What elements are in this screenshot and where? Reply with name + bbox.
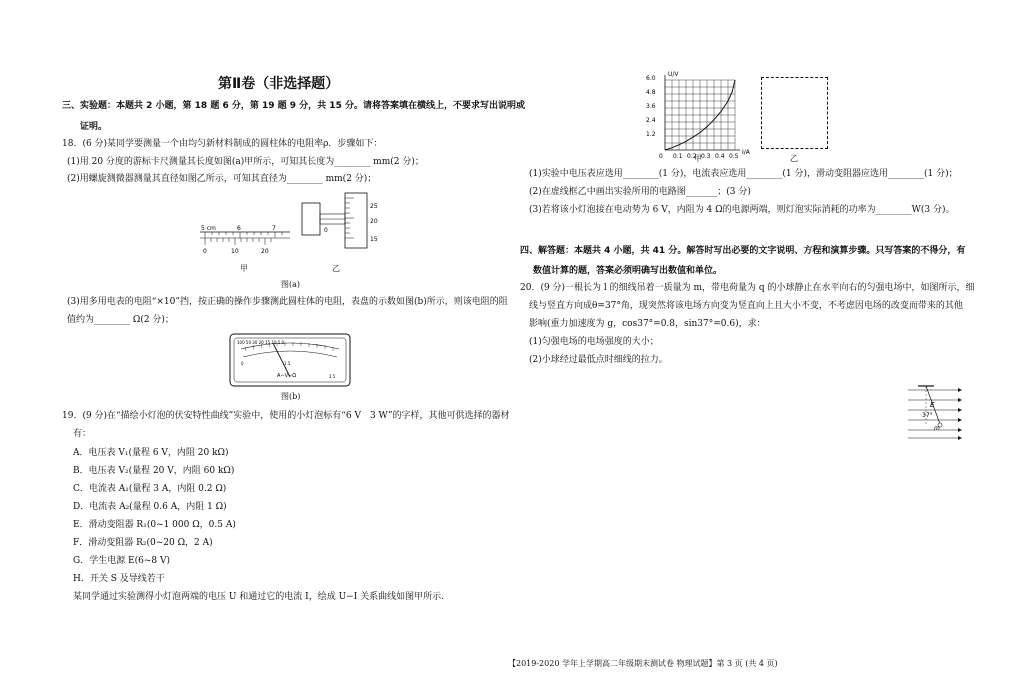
q19-option-e: E．滑动变阻器 R₁(0~1 000 Ω，0.5 A)	[73, 520, 236, 530]
q19-option-b: B．电压表 V₂(量程 20 V，内阻 60 kΩ)	[73, 466, 235, 476]
graph-xlabel: I/A	[742, 149, 750, 156]
q20-part1: (1)匀强电场的电场强度的大小；	[529, 337, 659, 347]
micrometer-figure	[300, 188, 380, 258]
figure-a-caption: 图(a)	[281, 280, 301, 289]
q20-part2: (2)小球经过最低点时细线的拉力。	[529, 355, 668, 365]
caliper-unit-label: 5 cm	[201, 225, 216, 232]
q19-option-h: H．开关 S 及导线若干	[73, 574, 165, 584]
q19-option-c: C．电流表 A₁(量程 3 A，内阻 0.2 Ω)	[73, 484, 227, 494]
section4-heading-cont: 数值计算的题，答案必须明确写出数值和单位。	[533, 266, 723, 276]
multimeter-right-label: 2.5	[329, 374, 336, 379]
figure-b-caption: 图(b)	[281, 392, 301, 401]
multimeter-mid-label: 1.5	[284, 361, 291, 366]
pendulum-field-figure	[904, 380, 966, 442]
q18-part3: (3)用多用电表的电阻“×10”挡，按正确的操作步骤测此圆柱体的电阻，表盘的示数如图(b)所示，则该电阻的阻	[67, 297, 508, 307]
q20-line3: 影响(重力加速度为 g，cos37°=0.8，sin37°=0.6)，求：	[529, 319, 766, 329]
q19-stem: 19．(9 分)在“描绘小灯泡的伏安特性曲线”实验中，使用的小灯泡标有“6 V 3 W”的字样，其他可供选择的器材	[62, 411, 510, 421]
mass-label: m	[934, 425, 940, 432]
graph-xtick-0.3: 0.3	[701, 153, 711, 160]
caliper-label-jia: 甲	[240, 264, 248, 273]
multimeter-top-scale: 100 50 30 20 15 10 5 0	[237, 340, 285, 345]
graph-ylabel: U/V	[668, 71, 679, 78]
field-label-E: E	[930, 401, 935, 409]
multimeter-dial-figure	[229, 333, 351, 387]
caliper-main-tick-6: 6	[237, 225, 241, 232]
q19-stem-cont: 有：	[73, 429, 92, 439]
graph-xtick-0.4: 0.4	[715, 153, 725, 160]
micrometer-tick-25: 25	[370, 203, 378, 210]
graph-ytick-1.2: 1.2	[646, 131, 656, 138]
graph-ytick-2.4: 2.4	[646, 117, 656, 124]
graph-ytick-6.0: 6.0	[646, 75, 656, 82]
q19-option-d: D．电流表 A₂(量程 0.6 A，内阻 1 Ω)	[73, 502, 227, 512]
graph-xtick-0.5: 0.5	[729, 153, 739, 160]
graph-xtick-0.1: 0.1	[673, 153, 683, 160]
q19-option-f: F．滑动变阻器 R₂(0~20 Ω，2 A)	[73, 538, 213, 548]
graph-origin: 0	[659, 153, 663, 160]
q18-part3-cont: 值约为________ Ω(2 分)；	[67, 315, 174, 325]
q20-line2: 线与竖直方向成θ=37°角，现突然将该电场方向变为竖直向上且大小不变，不考虑因电场的改变而带来的其他	[529, 301, 963, 311]
graph-label-jia: 甲	[694, 154, 702, 163]
u-i-graph	[640, 70, 760, 165]
caliper-vernier-tick-20: 20	[261, 248, 269, 255]
micrometer-tick-15: 15	[370, 236, 378, 243]
caliper-main-tick-7: 7	[272, 225, 276, 232]
q18-stem: 18．(6 分)某同学要测量一个由均匀新材料制成的圆柱体的电阻率ρ．步骤如下：	[62, 139, 383, 149]
box-label-yi: 乙	[790, 154, 798, 163]
q19-tail: 某同学通过实验测得小灯泡两端的电压 U 和通过它的电流 I，绘成 U−I 关系曲线如图甲所示.	[73, 592, 444, 602]
circuit-diagram-box	[761, 77, 828, 149]
caliper-vernier-tick-10: 10	[231, 248, 239, 255]
q19-option-g: G．学生电源 E(6~8 V)	[73, 556, 170, 566]
graph-ytick-3.6: 3.6	[646, 103, 656, 110]
section4-heading: 四、解答题：本题共 4 小题，共 41 分。解答时写出必要的文字说明、方程和演算步骤。只写答案的不得分，有	[520, 246, 966, 256]
page-footer: 【2019-2020 学年上学期高二年级期末测试卷 物理试题】第 3 页 (共 4 页)	[508, 659, 778, 668]
micrometer-tick-20: 20	[370, 218, 378, 225]
q19-option-a: A．电压表 V₁(量程 6 V，内阻 20 kΩ)	[73, 448, 229, 458]
q19-part2: (2)在虚线框乙中画出实验所用的电路图_______；(3 分)	[529, 187, 751, 197]
q19-part3: (3)若将该小灯泡接在电动势为 6 V，内阻为 4 Ω的电源两端，则灯泡实际消耗的功率为________W(3 分)。	[529, 205, 955, 215]
q18-part2: (2)用螺旋测微器测量其直径如图乙所示，可知其直径为________ mm(2 分)；	[67, 174, 377, 184]
micrometer-label-yi: 乙	[332, 264, 340, 273]
graph-xtick-0.2: 0.2	[687, 153, 697, 160]
section3-heading-cont: 证明。	[80, 122, 108, 132]
q19-part1: (1)实验中电压表应选用________(1 分)，电流表应选用________(1 分)，滑动变阻器应选用________(1 分)；	[529, 169, 958, 179]
angle-label: 37°	[922, 412, 933, 419]
multimeter-center-label: A−V−Ω	[277, 373, 297, 379]
page-title: 第Ⅱ卷（非选择题）	[218, 76, 340, 92]
caliper-vernier-tick-0: 0	[203, 248, 207, 255]
section3-heading: 三、实验题：本题共 2 小题，第 18 题 6 分，第 19 题 9 分，共 15 分。请将答案填在横线上，不要求写出说明或	[62, 101, 525, 111]
q18-part1: (1)用 20 分度的游标卡尺测量其长度如图(a)甲所示，可知其长度为________ mm(2 分)；	[67, 157, 424, 167]
graph-ytick-4.8: 4.8	[646, 89, 656, 96]
multimeter-zero-label: 0	[241, 361, 244, 366]
q20-line1: 20．(9 分)一根长为 l 的细线吊着一质量为 m，带电荷量为 q 的小球静止在水平向右的匀强电场中，如图所示，细	[520, 283, 975, 293]
vernier-caliper-figure	[195, 222, 295, 258]
micrometer-zero: 0	[324, 227, 328, 234]
